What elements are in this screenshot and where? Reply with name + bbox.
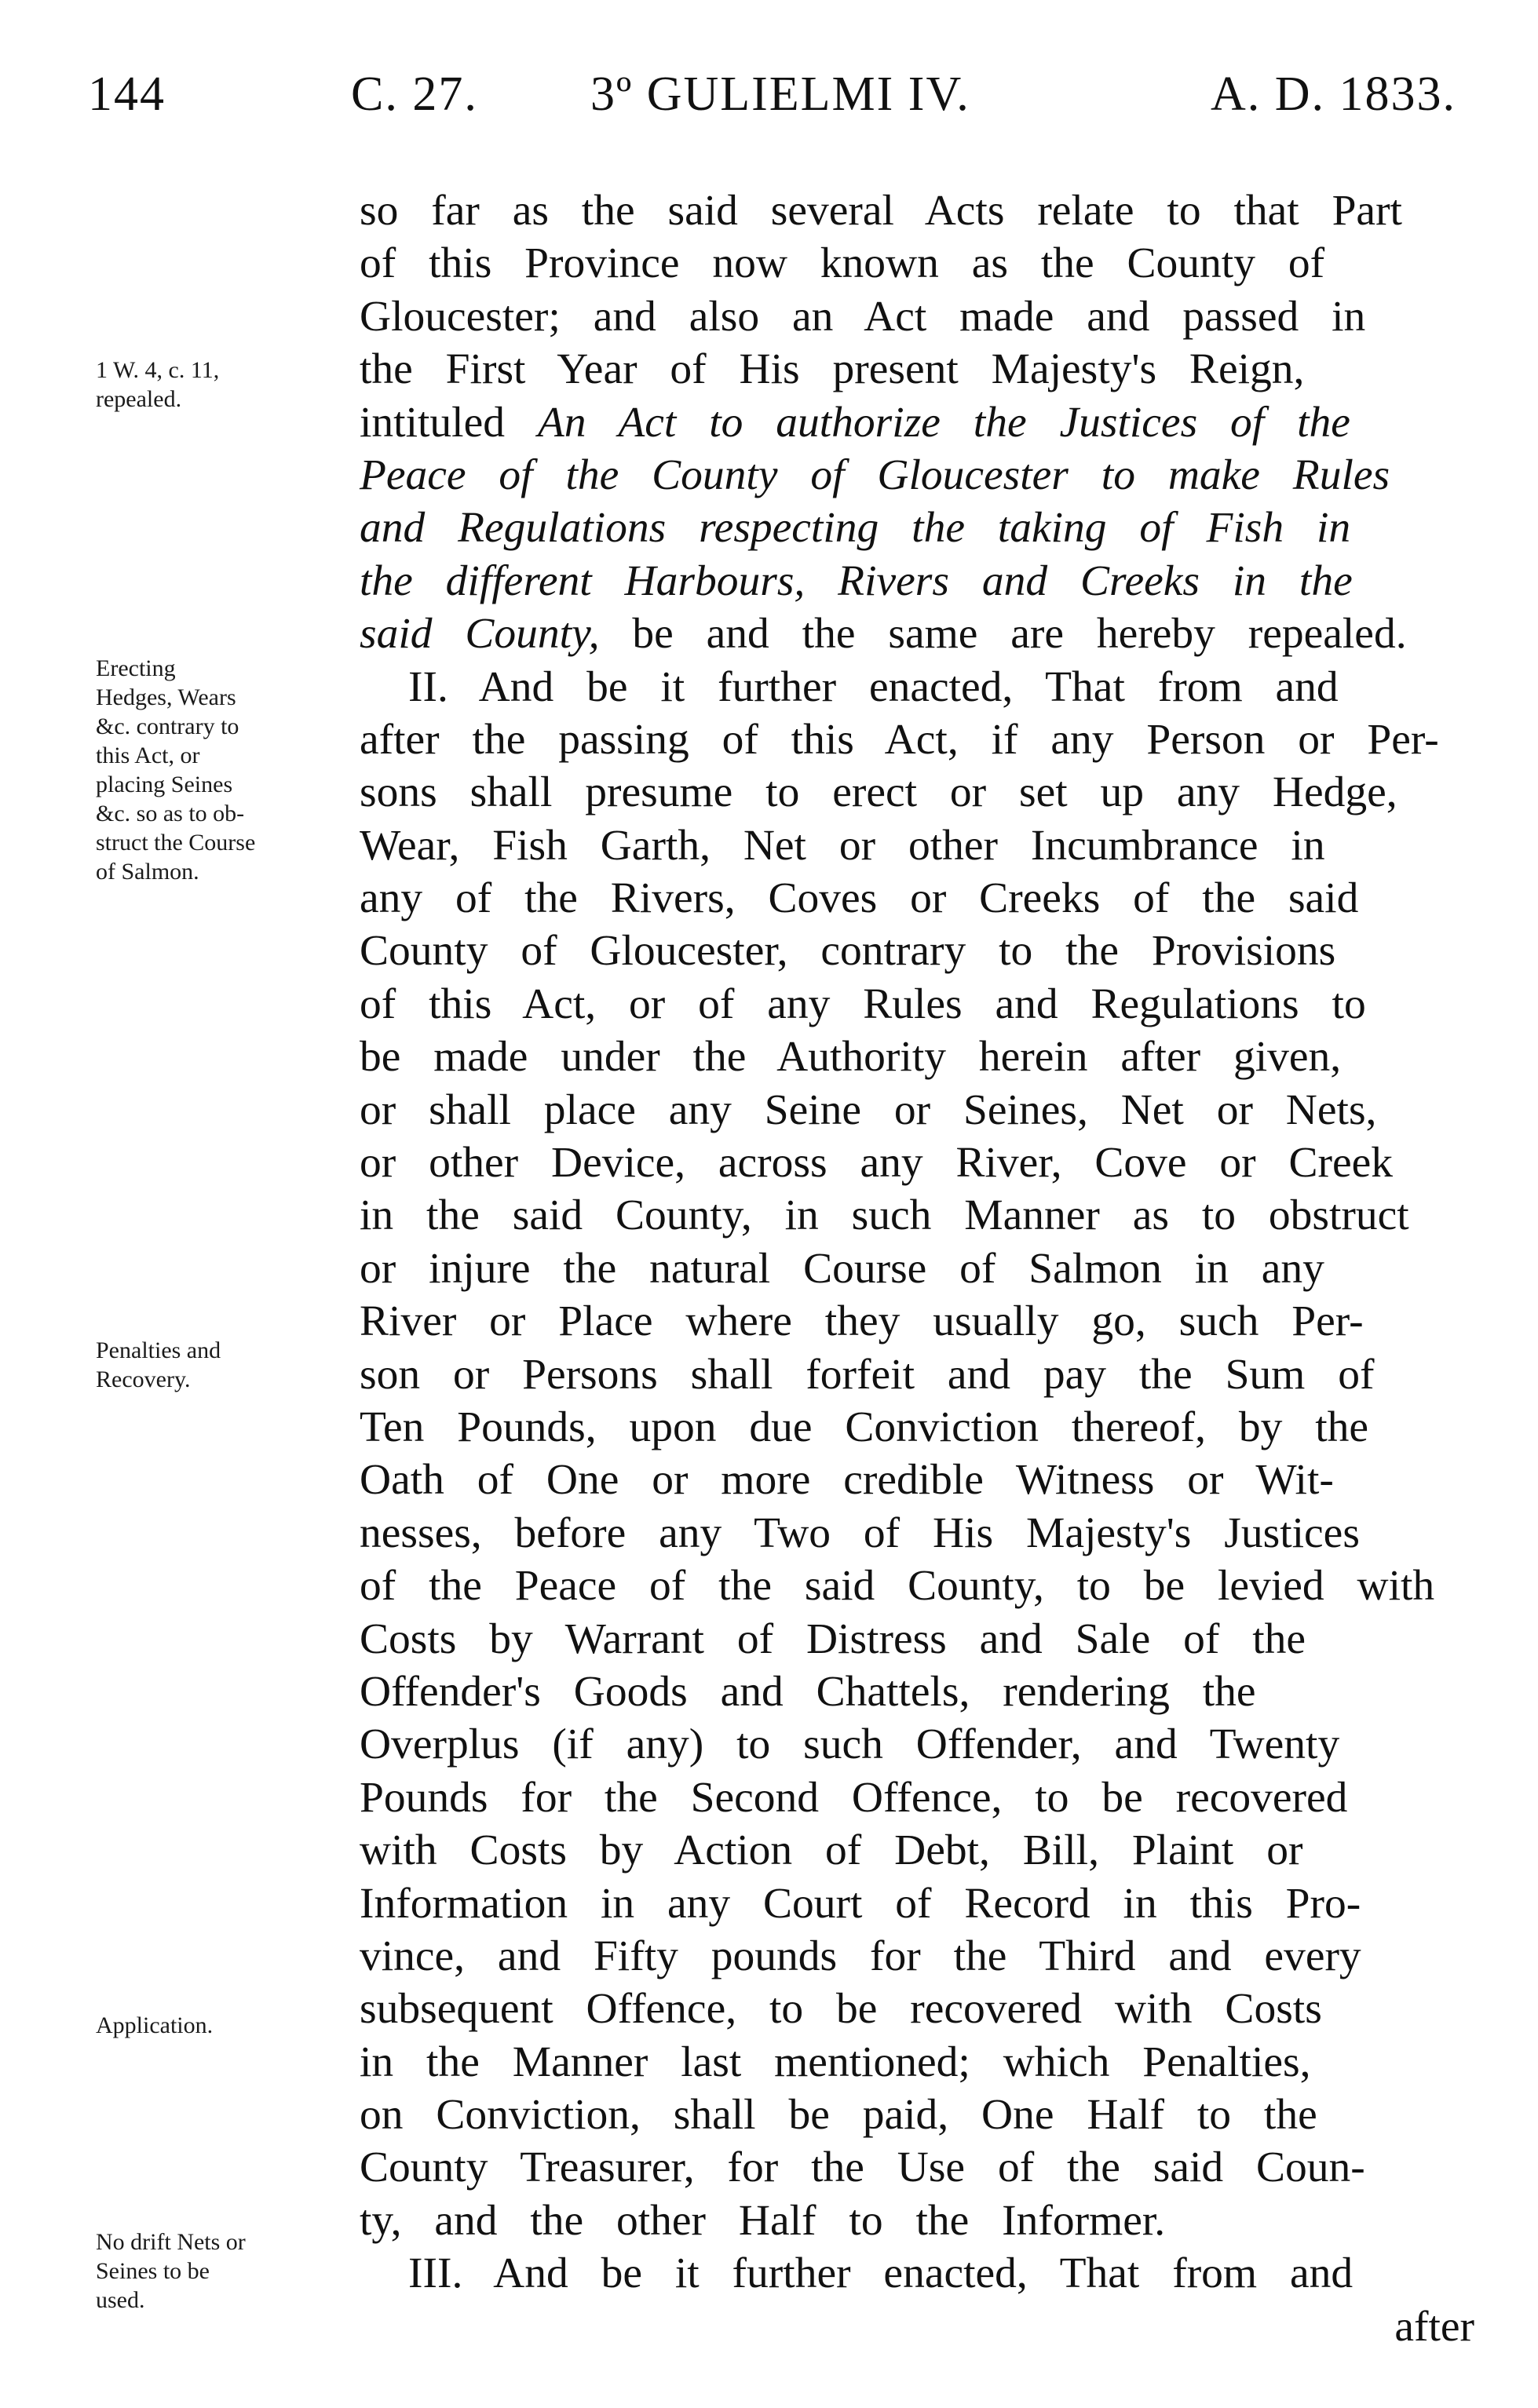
text-line (360, 502, 1490, 554)
text-line: vince, and Fifty pounds for the Third and every (360, 1932, 1361, 1980)
act-title: said County, (360, 610, 600, 659)
text-line: of this Province now known as the County of (360, 239, 1325, 288)
text-line: of this Act, or of any Rules and Regulations to (360, 980, 1366, 1028)
running-header (88, 67, 1493, 153)
margin-note-drift-nets: No drift Nets or Seines to be used. (96, 2229, 246, 2313)
text-line: or other Device, across any River, Cove or Creek (360, 1139, 1393, 1188)
text-run: intituled (360, 398, 538, 447)
margin-note-application: Application. (96, 2012, 214, 2038)
text-line: in the Manner last mentioned; which Penalties, (360, 2038, 1311, 2086)
text-line: of the Peace of the said County, to be levied with (360, 1562, 1435, 1611)
text-line: or injure the natural Course of Salmon in any (360, 1244, 1324, 1293)
text-line: ty, and the other Half to the Informer. (360, 2196, 1166, 2245)
text-line: Offender's Goods and Chattels, rendering the (360, 1667, 1256, 1716)
text-line: nesses, before any Two of His Majesty's Justices (360, 1509, 1360, 1557)
text-line: Information in any Court of Record in this Pro- (360, 1879, 1361, 1928)
act-title: Peace of the County of Gloucester to make Rules (360, 451, 1390, 499)
act-title: An Act to authorize the Justices of the (537, 398, 1350, 447)
text-line (360, 555, 1490, 607)
act-title: and Regulations respecting the taking of Fish in (360, 504, 1351, 553)
text-line: River or Place where they usually go, such Per- (360, 1297, 1364, 1346)
text-line: Overplus (if any) to such Offender, and Twenty (360, 1720, 1340, 1769)
text-line: or shall place any Seine or Seines, Net or Nets, (360, 1085, 1377, 1134)
text-line: son or Persons shall forfeit and pay the Sum of (360, 1350, 1375, 1399)
text-line: County Treasurer, for the Use of the said Coun- (360, 2143, 1365, 2192)
act-title: the different Harbours, Rivers and Creeks in the (360, 556, 1353, 605)
margin-note-repeal: 1 W. 4, c. 11, repealed. (96, 357, 220, 412)
text-line: Gloucester; and also an Act made and passed in (360, 292, 1366, 341)
text-line: so far as the said several Acts relate to that Part (360, 187, 1402, 235)
margin-note-hedges: Erecting Hedges, Wears &c. contrary to this Act, or placing Seines &c. so as to ob- struct the Course of Salmon. (96, 655, 256, 885)
text-line: Oath of One or more credible Witness or Wit- (360, 1456, 1334, 1505)
section-three-start: III. And be it further enacted, That from and (408, 2249, 1354, 2298)
text-line: in the said County, in such Manner as to obstruct (360, 1191, 1409, 1240)
chapter-number: C. 27. (351, 67, 478, 121)
text-line: be made under the Authority herein after given, (360, 1033, 1342, 1082)
regnal-year: 3º GULIELMI IV. (590, 67, 970, 121)
text-line: on Conviction, shall be paid, One Half to the (360, 2091, 1317, 2140)
text-line: with Costs by Action of Debt, Bill, Plaint or (360, 1826, 1303, 1875)
section-two-start: II. And be it further enacted, That from and (408, 662, 1339, 711)
text-line: County of Gloucester, contrary to the Provisions (360, 927, 1336, 976)
text-line (360, 607, 1490, 660)
text-line: any of the Rivers, Coves or Creeks of the said (360, 874, 1359, 923)
text-line: Costs by Warrant of Distress and Sale of the (360, 1614, 1306, 1663)
text-line: the First Year of His present Majesty's Reign, (360, 345, 1305, 394)
catchword: after (1394, 2302, 1474, 2351)
statute-text (360, 184, 1490, 2353)
text-line: sons shall presume to erect or set up any Hedge, (360, 768, 1397, 817)
text-line: Pounds for the Second Offence, to be recovered (360, 1773, 1348, 1822)
text-line: Ten Pounds, upon due Conviction thereof, by the (360, 1403, 1368, 1451)
page-number: 144 (88, 67, 166, 121)
calendar-year: A. D. 1833. (1211, 67, 1457, 121)
text-line: after the passing of this Act, if any Person or Per- (360, 715, 1439, 764)
text-line (360, 449, 1490, 502)
text-run: be and the same are hereby repealed. (599, 610, 1407, 659)
margin-note-penalties: Penalties and Recovery. (96, 1337, 221, 1392)
text-line (360, 396, 1490, 449)
text-line: subsequent Offence, to be recovered with Costs (360, 1985, 1322, 2034)
text-line: Wear, Fish Garth, Net or other Incumbrance in (360, 821, 1325, 870)
